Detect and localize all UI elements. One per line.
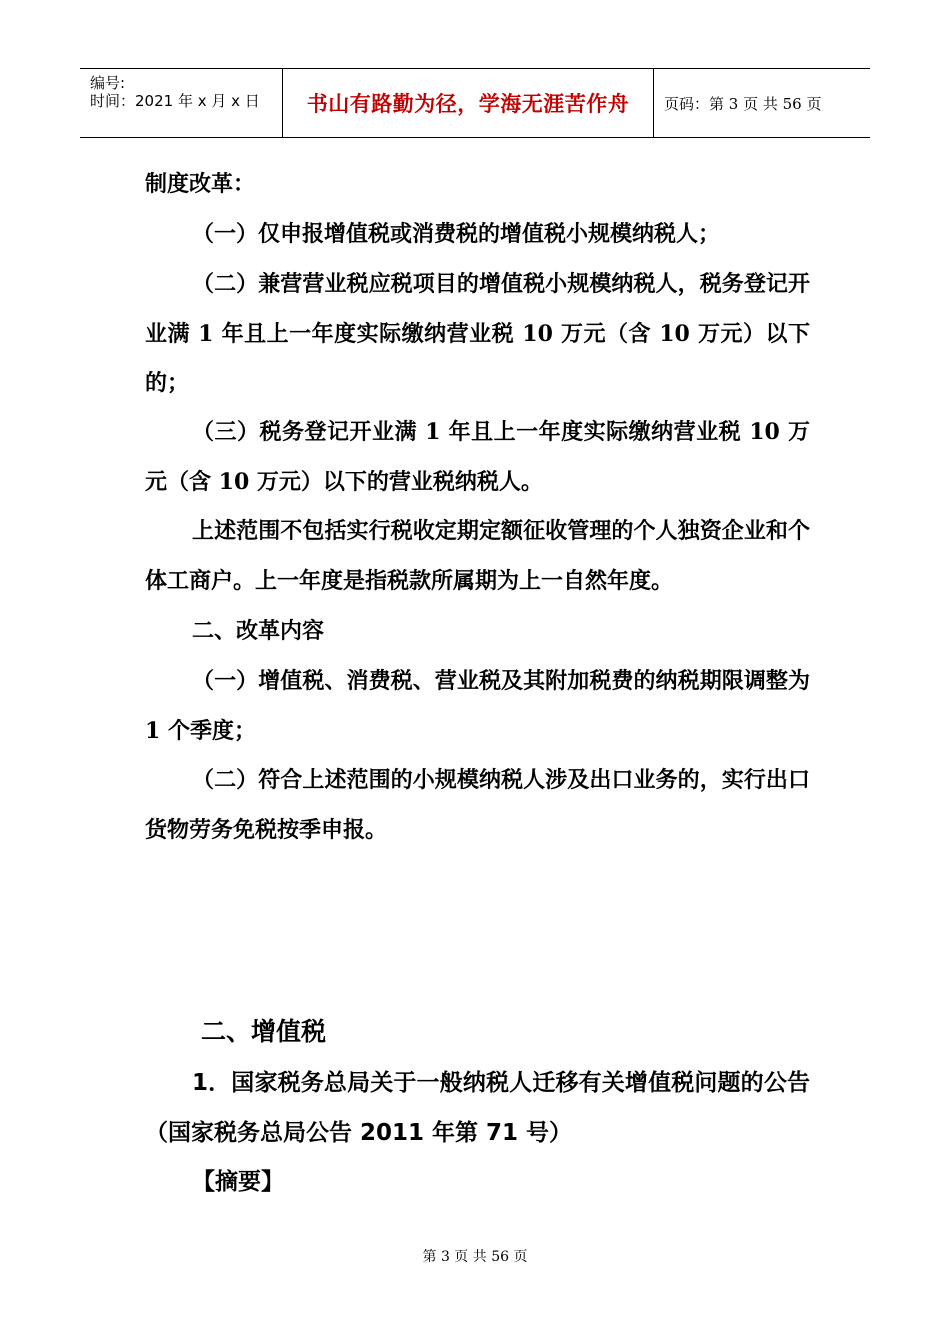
header-page-cell [654,69,870,137]
summary-label: 【摘要】 [192,1169,284,1195]
item-title: 1．国家税务总局关于一般纳税人迁移有关增值税问题的公告（国家税务总局公告 2011 年第 71 号） [145,1070,810,1146]
header-motto: 书山有路勤为径，学海无涯苦作舟 [306,91,630,116]
page-footer [0,1246,950,1266]
header-meta-cell [80,69,283,137]
document-number-label: 编号: [90,74,126,92]
paragraph-scope-2: （二）兼营营业税应税项目的增值税小规模纳税人，税务登记开业满 1 年且上一年度实际缴纳营业税 10 万元（含 10 万元）以下的； [145,271,810,396]
document-time-label: 时间：2021 年 x 月 x 日 [90,92,260,110]
header-page-info: 页码：第 3 页 共 56 页 [664,94,822,113]
paragraph-exclusion: 上述范围不包括实行税收定期定额征收管理的个人独资企业和个体工商户。上一年度是指税款所属期为上一自然年度。 [145,518,810,594]
page-header [80,68,870,138]
paragraph-scope-3: （三）税务登记开业满 1 年且上一年度实际缴纳营业税 10 万元（含 10 万元）以下的营业税纳税人。 [145,419,810,495]
paragraph-reform-heading: 二、改革内容 [192,618,325,644]
paragraph-reform-2: （二）符合上述范围的小规模纳税人涉及出口业务的，实行出口货物劳务免税按季申报。 [145,767,810,843]
paragraph-reform-1: （一）增值税、消费税、营业税及其附加税费的纳税期限调整为 1 个季度； [145,668,810,744]
footer-page-number: 第 3 页 共 56 页 [422,1249,528,1265]
paragraph-scope-1: （一）仅申报增值税或消费税的增值税小规模纳税人； [192,221,721,247]
header-motto-cell [283,69,654,137]
paragraph-intro: 制度改革： [145,171,256,197]
section-title: 二、增值税 [201,1017,327,1046]
